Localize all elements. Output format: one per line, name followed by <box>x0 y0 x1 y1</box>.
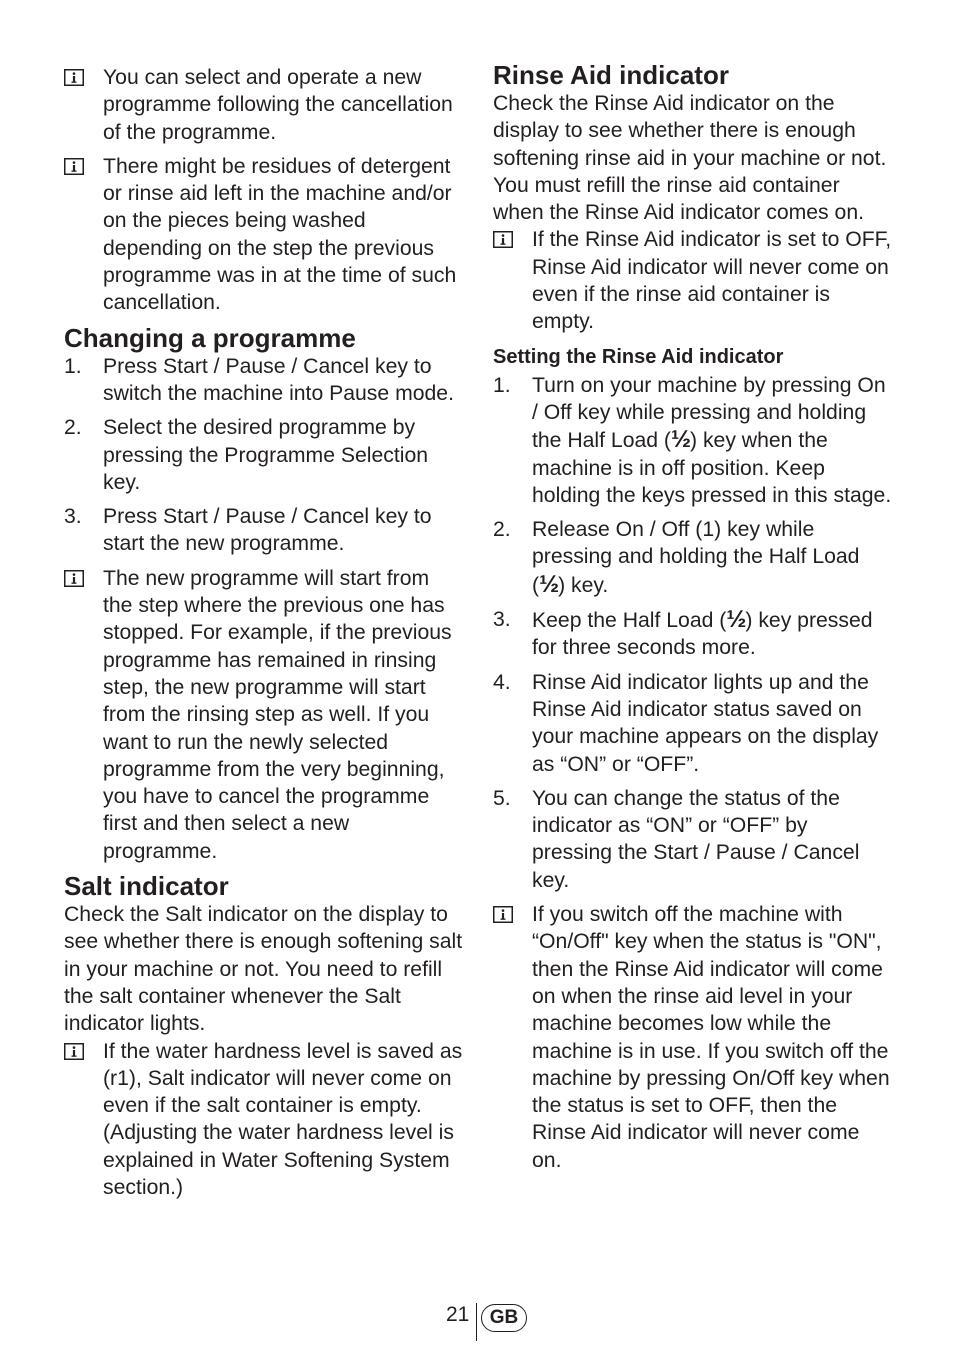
item-text: ) key pressed for three seconds more. <box>532 609 873 660</box>
item-number: 3. <box>493 608 511 632</box>
item-text: Press Start / Pause / Cancel key to switch the machine into Pause mode. <box>103 354 454 405</box>
list-item <box>493 372 893 509</box>
info-note <box>64 565 464 865</box>
item-text: ) key when the machine is in off position. Keep holding the keys pressed in this stage. <box>532 429 892 507</box>
language-badge: GB <box>481 1304 527 1332</box>
info-note <box>493 901 893 1174</box>
salt-paragraph: Check the Salt indicator on the display to see whether there is enough softening salt in your machine or not. You need to refill the salt container whenever the Salt indicator lights. <box>64 903 463 1036</box>
list-item <box>64 414 464 496</box>
item-number: 5. <box>493 786 511 810</box>
item-number: 1. <box>493 373 511 397</box>
note-text: If the water hardness level is saved as (r1), Salt indicator will never come on even if the salt container is empty. (Adjusting the water hardness level is explained in Water Softening System section.) <box>103 1039 463 1199</box>
list-item <box>493 785 893 894</box>
info-note <box>493 226 893 335</box>
item-text: Turn on your machine by pressing On / Off key while pressing and holding the Half Load ( <box>532 373 886 453</box>
info-note <box>64 1038 464 1202</box>
page-footer <box>0 1300 954 1344</box>
note-text: You can select and operate a new programme following the cancellation of the programme. <box>103 66 453 144</box>
info-icon <box>493 906 513 923</box>
note-text: If you switch off the machine with “On/Off" key when the status is "ON", then the Rinse Aid indicator will come on when the rinse aid level in your machine becomes low while the machine is in use. If you switch off the machine by pressing On/Off key when the status is set to OFF, then the Rinse Aid indicator will never come on. <box>532 903 890 1172</box>
item-text: ) key. <box>558 573 609 597</box>
item-text: Release On / Off (1) key while pressing and holding the Half Load ( <box>532 518 860 597</box>
subsection-title-setting: Setting the Rinse Aid indicator <box>493 345 784 368</box>
list-item <box>64 503 464 558</box>
info-icon <box>64 158 84 175</box>
info-icon <box>64 1043 84 1060</box>
note-text: There might be residues of detergent or rinse aid left in the machine and/or on the pieces being washed depending on the step the previous programme was in at the time of such cancellation. <box>103 154 457 315</box>
item-number: 3. <box>64 505 82 529</box>
info-note <box>64 64 464 146</box>
item-text: You can change the status of the indicator as “ON” or “OFF” by pressing the Start / Pause / Cancel key. <box>532 786 860 892</box>
half-load-symbol: ½ <box>726 606 746 634</box>
item-number: 2. <box>493 518 511 542</box>
info-icon <box>493 231 513 248</box>
section-title-salt: Salt indicator <box>64 871 229 902</box>
note-text: If the Rinse Aid indicator is set to OFF, Rinse Aid indicator will never come on even if the rinse aid container is empty. <box>532 228 892 334</box>
right-column <box>493 60 893 1174</box>
list-item <box>493 516 893 599</box>
note-text: The new programme will start from the step where the previous one has stopped. For example, if the previous programme has remained in rinsing step, the new programme will start from the rinsing step as well. If you want to run the newly selected programme from the very beginning, you have to cancel the programme first and then select a new programme. <box>103 566 452 863</box>
list-item <box>493 669 893 778</box>
section-title-rinse: Rinse Aid indicator <box>493 60 729 90</box>
footer-divider <box>476 1303 477 1341</box>
item-number: 4. <box>493 670 511 694</box>
rinse-paragraph: Check the Rinse Aid indicator on the display to see whether there is enough softening rinse aid in your machine or not. You must refill the rinse aid container when the Rinse Aid indicator comes on. <box>493 92 887 225</box>
list-item <box>493 606 893 662</box>
info-icon <box>64 570 84 587</box>
info-icon <box>64 69 84 86</box>
item-text: Rinse Aid indicator lights up and the Rinse Aid indicator status saved on your machine appears on the display as “ON” or “OFF”. <box>532 670 879 776</box>
section-title-changing: Changing a programme <box>64 322 356 353</box>
item-text: Keep the Half Load ( <box>532 609 727 633</box>
item-text: Select the desired programme by pressing the Programme Selection key. <box>103 416 429 494</box>
half-load-symbol: ½ <box>670 426 690 454</box>
info-note <box>64 153 464 317</box>
item-number: 1. <box>64 354 82 378</box>
item-text: Press Start / Pause / Cancel key to start the new programme. <box>103 505 432 556</box>
page-number: 21 <box>446 1303 470 1326</box>
half-load-symbol: ½ <box>539 570 559 598</box>
left-column <box>64 60 464 1201</box>
item-number: 2. <box>64 416 82 440</box>
list-item <box>64 353 464 408</box>
